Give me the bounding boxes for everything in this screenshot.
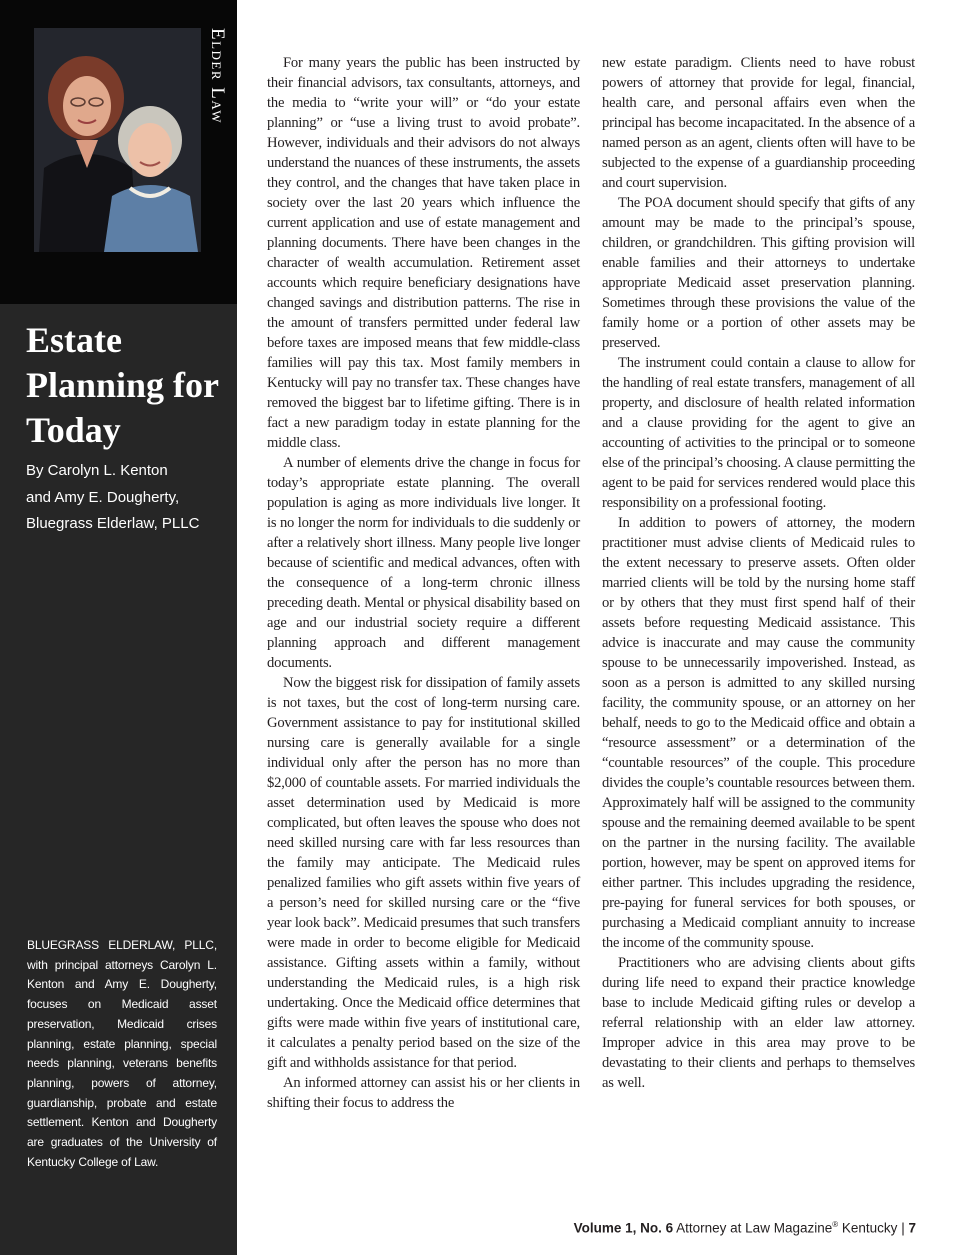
paragraph: In addition to powers of attorney, the modern practitioner must advise clients of Medicaid rules to the extent necessary to preserve assets. Often older married clients will be told by the nursing home staff or by others that they must first spend half of their assets before requesting Medicaid assistance. This advice is inaccurate and may cause the community spouse to be unnecessarily impoverished. Instead, as soon as a person is admitted to any skilled nursing facility, the community spouse, or an attorney on her behalf, needs to go to the Medicaid office and obtain a “resource assessment” or a determination of the “countable resources” of the couple. This procedure divides the couple’s countable resources between them. Approximately half will be assigned to the community spouse and the remaining deemed available to be spent on the partner in the nursing facility. The available portion, however, may be spent on approved items for either partner. This includes upgrading the residence, pre-paying for funeral services for both spouses, or purchasing a Medicaid compliant annuity to increase the income of the community spouse. — [602, 515, 915, 951]
paragraph: The instrument could contain a clause to allow for the handling of real estate transfers, management of all property, and disclosure of health related information and a clause providing for the agent to give an accounting of activities to the principal or to someone else of the principal’s choosing. A clause permitting the agent to be paid for services rendered would place this responsibility on a professional footing. — [602, 355, 915, 511]
author-photo — [34, 28, 201, 252]
author-photo-illustration — [34, 28, 201, 252]
section-label-text: Elder Law — [207, 28, 228, 125]
section-label — [200, 28, 234, 178]
footer-magazine: Attorney at Law Magazine — [676, 1220, 833, 1236]
footer-region: Kentucky — [841, 1220, 898, 1236]
byline-line: By Carolyn L. Kenton — [26, 462, 168, 479]
paragraph: For many years the public has been instructed by their financial advisors, tax consultants, attorneys, and the media to “write your will” or “do your estate planning” or “use a living trust to avoid probate”. However, individuals and their advisors do not always understand the nuances of these instruments, the assets they control, and the changes that have taken place in society over the last 20 years which influence the current application and use of estate management and planning documents. There have been changes in the character of wealth accumulation. Retirement asset accounts which require beneficiary designations have changed savings and distribution patterns. The rise in the amount of transfers permitted under federal law before taxes are imposed means that few middle-class families will pay this tax. Most family members in Kentucky will pay no transfer tax. These changes have removed the biggest bar to lifetime gifting. There is in fact a new paradigm today in estate planning for the middle class. — [267, 55, 580, 451]
article-column-2 — [602, 53, 915, 1093]
paragraph: The POA document should specify that gifts of any amount may be made to the principal’s spouse, children, or grandchildren. This gifting provision will enable families and their attorneys to undertake appropriate Medicaid asset preservation planning. Sometimes through these provisions the value of the family home or a portion of other assets may be preserved. — [602, 195, 915, 351]
footer-volume: Volume 1, No. 6 — [573, 1220, 674, 1236]
article-title: Estate Planning for Today — [26, 320, 219, 450]
byline-line: and Amy E. Dougherty, — [26, 488, 180, 506]
paragraph: Practitioners who are advising clients about gifts during life need to expand their practice knowledge base to include Medicaid gifting rules or develop a referral relationship with an elder law attorney. Improper advice in this area may prove to be devastating to their clients and perhaps to themselves as well. — [602, 955, 915, 1091]
paragraph: Now the biggest risk for dissipation of family assets is not taxes, but the cost of long-term nursing care. Government assistance to pay for institutional skilled nursing care is generally available for a single individual only after the person has no more than $2,000 of countable assets. For married individuals the asset determination used by Medicaid is more complicated, but often leaves the spouse who does not need skilled nursing care with far less resources than the family may anticipate. The Medicaid rules penalized families who gift assets within five years of a person’s need for skilled nursing care or the “five year look back”. Medicaid presumes that such transfers were made in order to become eligible for Medicaid assistance. Gifting assets within a family, without understanding the Medicaid rules, is a high risk undertaking. Once the Medicaid office determines that gifts were made within five years of institutional care, it calculates a penalty period based on the size of the gift and withholds assistance for that period. — [267, 675, 580, 1071]
article-byline — [26, 458, 231, 538]
footer-page-number: 7 — [908, 1220, 916, 1236]
footer-separator: | — [901, 1220, 905, 1236]
article-sidebar — [0, 0, 237, 1255]
author-bio: BLUEGRASS ELDERLAW, PLLC, with principal attorneys Carolyn L. Kenton and Amy E. Dougherty, focuses on Medicaid asset preservation, Medicaid crises planning, estate planning, special needs planning, veterans benefits planning, powers of attorney, guardianship, probate and estate settlement. Kenton and Dougherty are graduates of the University of Kentucky College of Law. — [27, 938, 217, 1169]
page-footer — [574, 1220, 916, 1236]
paragraph-continuation: new estate paradigm. Clients need to have robust powers of attorney that provide for legal, financial, health care, and personal affairs even when the principal has become incapacitated. In the absence of a named person as an agent, clients often will have to be subjected to the expense of a guardianship proceeding and court supervision. — [602, 55, 915, 191]
paragraph: An informed attorney can assist his or her clients in shifting their focus to address the — [267, 1075, 580, 1111]
article-column-1 — [267, 53, 580, 1113]
paragraph: A number of elements drive the change in focus for today’s appropriate estate planning. The overall population is aging as more individuals live longer. It is no longer the norm for individuals to die suddenly or after a relatively short illness. Many people live longer because of scientific and medical advances, often with the consequence of a long-term chronic illness preceding death. Mental or physical disability based on age and our industrial society require a different planning approach and different management documents. — [267, 455, 580, 671]
photo-band — [0, 0, 237, 304]
byline-line: Bluegrass Elderlaw, PLLC — [26, 515, 200, 532]
footer-registered-mark: ® — [832, 1220, 839, 1229]
